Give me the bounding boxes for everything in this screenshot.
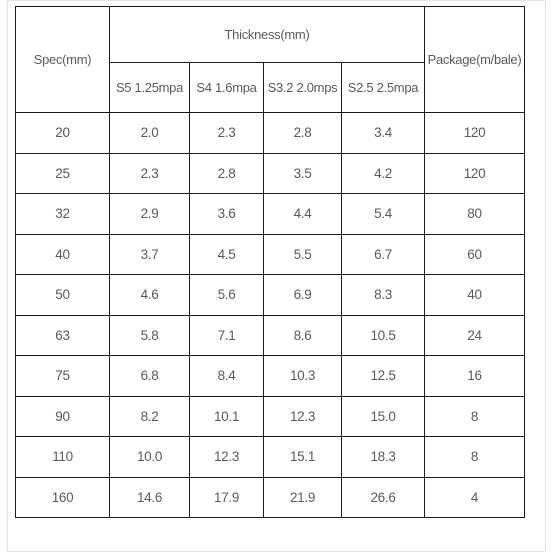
- cell-spec: 32: [16, 194, 110, 235]
- cell-s5: 2.0: [110, 113, 190, 154]
- cell-package: 16: [425, 356, 525, 397]
- header-row-top: [16, 7, 525, 63]
- cell-package: 120: [425, 113, 525, 154]
- table-row: [16, 477, 525, 518]
- cell-s2-5: 15.0: [342, 396, 425, 437]
- cell-s4: 2.8: [190, 153, 264, 194]
- cell-s2-5: 26.6: [342, 477, 425, 518]
- cell-s5: 3.7: [110, 234, 190, 275]
- cell-spec: 50: [16, 275, 110, 316]
- cell-s3-2: 15.1: [264, 437, 342, 478]
- cell-s3-2: 6.9: [264, 275, 342, 316]
- header-s2-5: S2.5 2.5mpa: [342, 63, 425, 113]
- table-row: [16, 396, 525, 437]
- cell-package: 8: [425, 437, 525, 478]
- cell-s2-5: 3.4: [342, 113, 425, 154]
- cell-s3-2: 3.5: [264, 153, 342, 194]
- cell-s5: 5.8: [110, 315, 190, 356]
- table-header: [16, 7, 525, 113]
- cell-s3-2: 5.5: [264, 234, 342, 275]
- cell-spec: 160: [16, 477, 110, 518]
- cell-s4: 5.6: [190, 275, 264, 316]
- header-thickness: Thickness(mm): [110, 7, 425, 63]
- cell-s5: 6.8: [110, 356, 190, 397]
- cell-s5: 10.0: [110, 437, 190, 478]
- cell-spec: 75: [16, 356, 110, 397]
- header-s4: S4 1.6mpa: [190, 63, 264, 113]
- cell-package: 60: [425, 234, 525, 275]
- cell-s4: 10.1: [190, 396, 264, 437]
- header-spec: Spec(mm): [16, 7, 110, 113]
- cell-spec: 63: [16, 315, 110, 356]
- cell-spec: 40: [16, 234, 110, 275]
- cell-s5: 2.9: [110, 194, 190, 235]
- cell-s4: 12.3: [190, 437, 264, 478]
- cell-package: 40: [425, 275, 525, 316]
- table-row: [16, 234, 525, 275]
- table-row: [16, 194, 525, 235]
- table-row: [16, 437, 525, 478]
- cell-package: 8: [425, 396, 525, 437]
- header-s5: S5 1.25mpa: [110, 63, 190, 113]
- cell-s4: 3.6: [190, 194, 264, 235]
- cell-s5: 8.2: [110, 396, 190, 437]
- cell-s3-2: 2.8: [264, 113, 342, 154]
- cell-s4: 4.5: [190, 234, 264, 275]
- cell-s4: 7.1: [190, 315, 264, 356]
- cell-package: 24: [425, 315, 525, 356]
- table-row: [16, 275, 525, 316]
- table-row: [16, 315, 525, 356]
- cell-package: 4: [425, 477, 525, 518]
- cell-s5: 4.6: [110, 275, 190, 316]
- table-body: [16, 113, 525, 518]
- cell-s2-5: 8.3: [342, 275, 425, 316]
- spec-table: [15, 6, 525, 518]
- cell-s4: 2.3: [190, 113, 264, 154]
- cell-spec: 90: [16, 396, 110, 437]
- cell-s2-5: 5.4: [342, 194, 425, 235]
- cell-spec: 25: [16, 153, 110, 194]
- table-row: [16, 153, 525, 194]
- cell-s4: 17.9: [190, 477, 264, 518]
- cell-s3-2: 4.4: [264, 194, 342, 235]
- cell-s3-2: 12.3: [264, 396, 342, 437]
- cell-s2-5: 10.5: [342, 315, 425, 356]
- cell-s2-5: 6.7: [342, 234, 425, 275]
- cell-package: 120: [425, 153, 525, 194]
- cell-s2-5: 4.2: [342, 153, 425, 194]
- cell-s3-2: 21.9: [264, 477, 342, 518]
- cell-package: 80: [425, 194, 525, 235]
- cell-s2-5: 18.3: [342, 437, 425, 478]
- cell-s3-2: 10.3: [264, 356, 342, 397]
- cell-s5: 2.3: [110, 153, 190, 194]
- header-s3-2: S3.2 2.0mps: [264, 63, 342, 113]
- cell-s4: 8.4: [190, 356, 264, 397]
- table-row: [16, 113, 525, 154]
- header-package: Package(m/bale): [425, 7, 525, 113]
- cell-spec: 20: [16, 113, 110, 154]
- cell-s5: 14.6: [110, 477, 190, 518]
- cell-s2-5: 12.5: [342, 356, 425, 397]
- cell-s3-2: 8.6: [264, 315, 342, 356]
- table-row: [16, 356, 525, 397]
- cell-spec: 110: [16, 437, 110, 478]
